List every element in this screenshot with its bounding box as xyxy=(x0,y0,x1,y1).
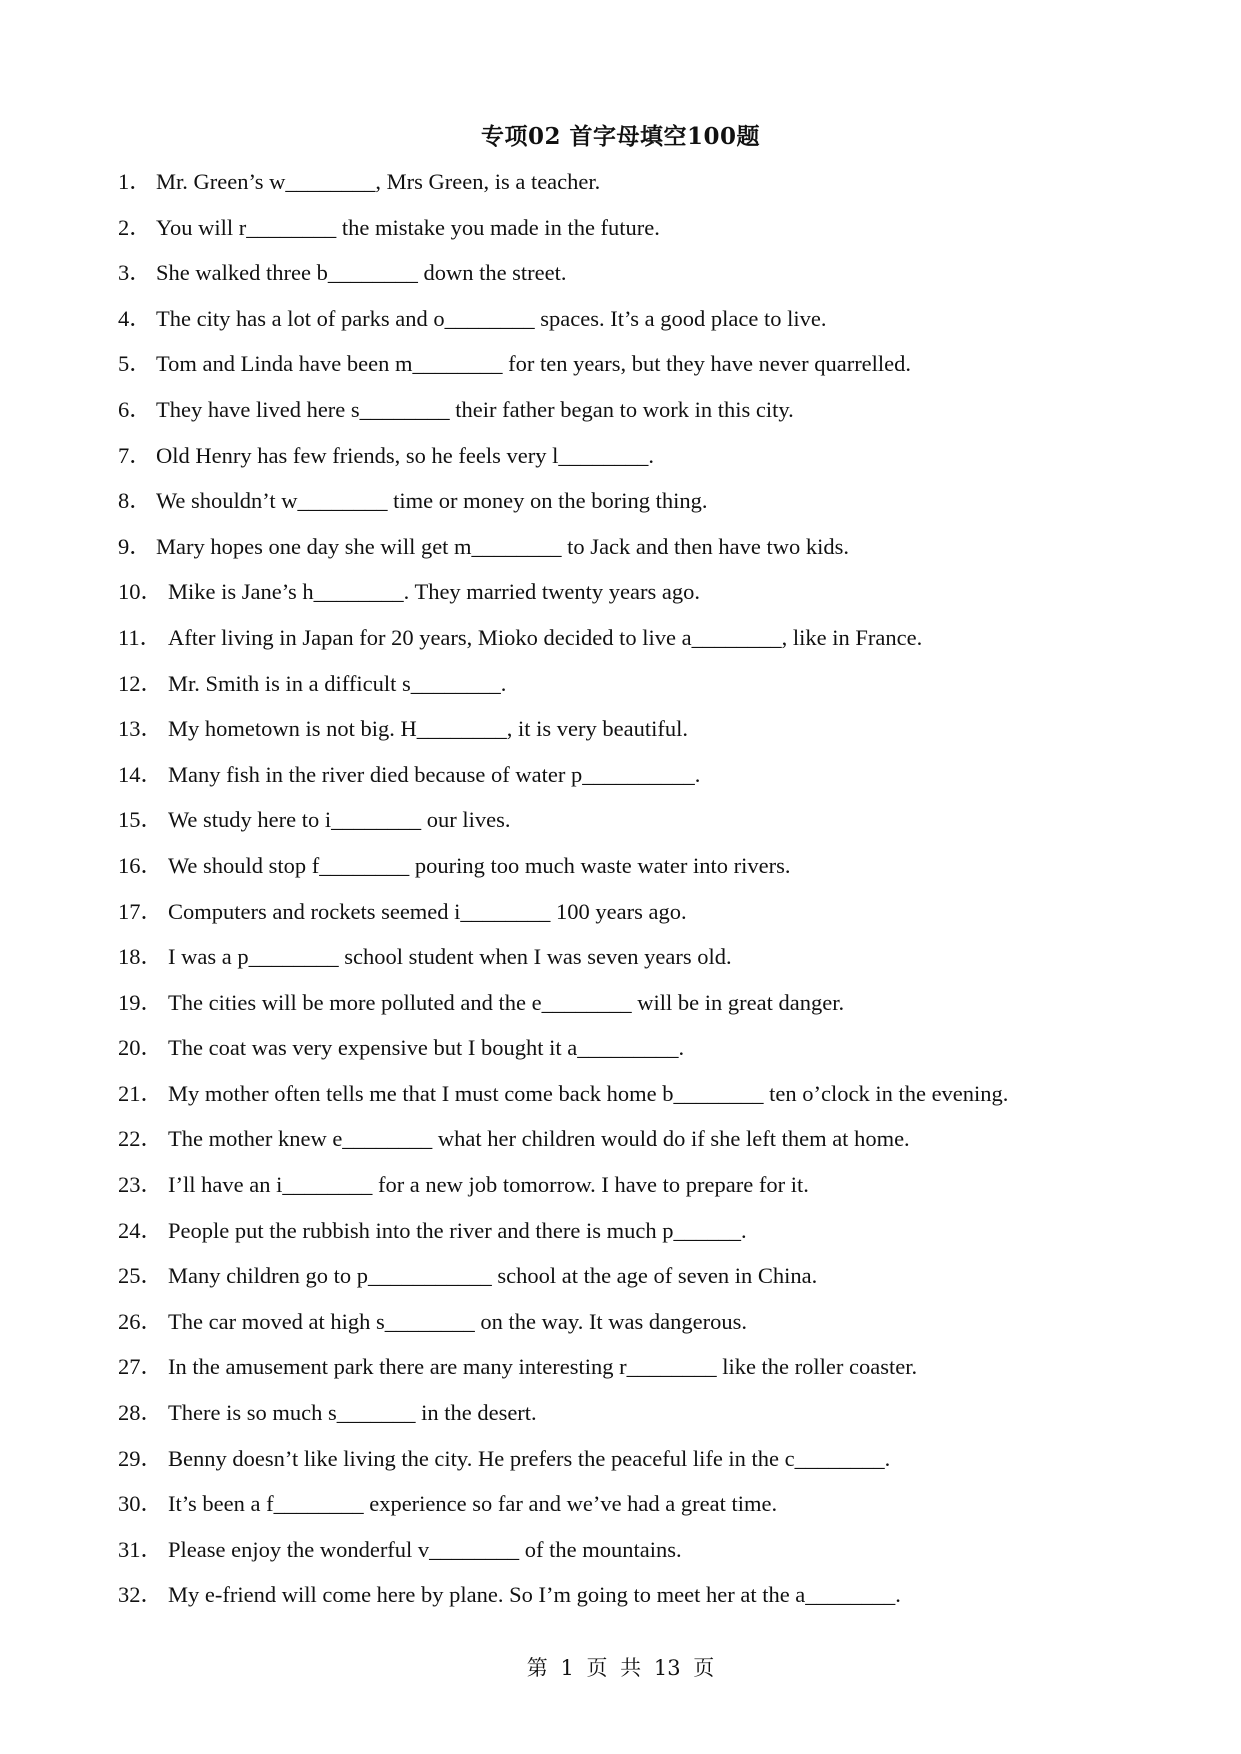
question-number: 3． xyxy=(118,260,152,286)
question-item xyxy=(118,296,1128,342)
question-number: 29． xyxy=(118,1445,164,1471)
question-text: The cities will be more polluted and the e________ will be in great danger. xyxy=(168,989,845,1015)
question-item xyxy=(118,205,1128,251)
question-number: 7． xyxy=(118,442,152,468)
question-text: I was a p________ school student when I was seven years old. xyxy=(168,944,732,970)
question-number: 11． xyxy=(118,624,163,650)
question-text: Old Henry has few friends, so he feels very l________. xyxy=(156,442,654,468)
question-item xyxy=(118,1436,1128,1482)
question-text: The car moved at high s________ on the way. It was dangerous. xyxy=(168,1308,748,1334)
question-number: 2． xyxy=(118,214,152,240)
question-item xyxy=(118,1481,1128,1527)
question-item xyxy=(118,1572,1128,1618)
question-text: In the amusement park there are many interesting r________ like the roller coaster. xyxy=(168,1354,918,1380)
question-item xyxy=(118,1344,1128,1390)
question-text: Many children go to p___________ school at the age of seven in China. xyxy=(168,1263,818,1289)
question-number: 10． xyxy=(118,579,164,605)
question-number: 5． xyxy=(118,351,152,377)
question-text: My mother often tells me that I must come back home b________ ten o’clock in the evening. xyxy=(168,1080,1009,1106)
question-text: Many fish in the river died because of water p__________. xyxy=(168,761,701,787)
question-number: 14． xyxy=(118,761,164,787)
question-item xyxy=(118,706,1128,752)
question-number: 21． xyxy=(118,1080,164,1106)
question-number: 8． xyxy=(118,488,152,514)
question-item xyxy=(118,1116,1128,1162)
question-text: We shouldn’t w________ time or money on the boring thing. xyxy=(156,488,708,514)
question-item xyxy=(118,661,1128,707)
question-text: You will r________ the mistake you made in the future. xyxy=(156,214,660,240)
question-item xyxy=(118,843,1128,889)
question-number: 12． xyxy=(118,670,164,696)
question-text: My hometown is not big. H________, it is very beautiful. xyxy=(168,716,688,742)
page-footer: 第 1 页 共 13 页 xyxy=(526,1656,715,1680)
question-number: 27． xyxy=(118,1354,164,1380)
question-text: It’s been a f________ experience so far and we’ve had a great time. xyxy=(168,1491,778,1517)
question-number: 22． xyxy=(118,1126,164,1152)
question-number: 19． xyxy=(118,989,164,1015)
question-text: Please enjoy the wonderful v________ of the mountains. xyxy=(168,1536,682,1562)
question-item xyxy=(118,1025,1128,1071)
question-text: The city has a lot of parks and o________ spaces. It’s a good place to live. xyxy=(156,305,827,331)
question-number: 15． xyxy=(118,807,164,833)
question-text: There is so much s_______ in the desert. xyxy=(168,1400,537,1426)
question-number: 9． xyxy=(118,533,152,559)
question-item xyxy=(118,387,1128,433)
question-text: The mother knew e________ what her children would do if she left them at home. xyxy=(168,1126,910,1152)
question-number: 32． xyxy=(118,1582,164,1608)
question-text: The coat was very expensive but I bought it a_________. xyxy=(168,1035,685,1061)
question-item xyxy=(118,1299,1128,1345)
question-item xyxy=(118,1390,1128,1436)
question-item xyxy=(118,1071,1128,1117)
question-text: Computers and rockets seemed i________ 100 years ago. xyxy=(168,898,687,924)
question-text: Mary hopes one day she will get m________ to Jack and then have two kids. xyxy=(156,533,849,559)
question-item xyxy=(118,934,1128,980)
question-number: 30． xyxy=(118,1491,164,1517)
question-number: 18． xyxy=(118,944,164,970)
question-number: 6． xyxy=(118,396,152,422)
question-item xyxy=(118,980,1128,1026)
question-text: She walked three b________ down the street. xyxy=(156,260,567,286)
question-number: 28． xyxy=(118,1400,164,1426)
question-text: Mr. Green’s w________, Mrs Green, is a teacher. xyxy=(156,169,601,194)
question-item xyxy=(118,478,1128,524)
question-number: 24． xyxy=(118,1217,164,1243)
question-number: 1． xyxy=(118,169,152,194)
question-item xyxy=(118,433,1128,479)
question-number: 16． xyxy=(118,852,164,878)
question-item xyxy=(118,1253,1128,1299)
question-number: 31． xyxy=(118,1536,164,1562)
question-text: My e-friend will come here by plane. So I’m going to meet her at the a________. xyxy=(168,1582,901,1608)
page-title: 专项02 首字母填空100题 xyxy=(480,123,761,150)
question-item xyxy=(118,1208,1128,1254)
question-number: 17． xyxy=(118,898,164,924)
question-text: Tom and Linda have been m________ for ten years, but they have never quarrelled. xyxy=(156,351,912,377)
question-number: 20． xyxy=(118,1035,164,1061)
question-item xyxy=(118,1162,1128,1208)
question-item xyxy=(118,1527,1128,1573)
question-text: Benny doesn’t like living the city. He prefers the peaceful life in the c________. xyxy=(168,1445,891,1471)
question-item xyxy=(118,341,1128,387)
question-text: I’ll have an i________ for a new job tomorrow. I have to prepare for it. xyxy=(168,1172,809,1198)
question-number: 25． xyxy=(118,1263,164,1289)
question-text: Mr. Smith is in a difficult s________. xyxy=(168,670,507,696)
question-text: We study here to i________ our lives. xyxy=(168,807,511,833)
question-item xyxy=(118,615,1128,661)
question-item xyxy=(118,569,1128,615)
question-list xyxy=(118,159,1128,1618)
question-item xyxy=(118,889,1128,935)
question-text: People put the rubbish into the river and there is much p______. xyxy=(168,1217,747,1243)
question-item xyxy=(118,250,1128,296)
question-number: 26． xyxy=(118,1308,164,1334)
question-text: We should stop f________ pouring too much waste water into rivers. xyxy=(168,852,791,878)
question-number: 4． xyxy=(118,305,152,331)
question-item xyxy=(118,524,1128,570)
question-text: Mike is Jane’s h________. They married twenty years ago. xyxy=(168,579,700,605)
question-number: 13． xyxy=(118,716,164,742)
question-text: They have lived here s________ their father began to work in this city. xyxy=(156,396,794,422)
question-item xyxy=(118,797,1128,843)
question-item xyxy=(118,159,1128,205)
question-text: After living in Japan for 20 years, Mioko decided to live a________, like in France. xyxy=(168,624,923,650)
question-number: 23． xyxy=(118,1172,164,1198)
question-item xyxy=(118,752,1128,798)
